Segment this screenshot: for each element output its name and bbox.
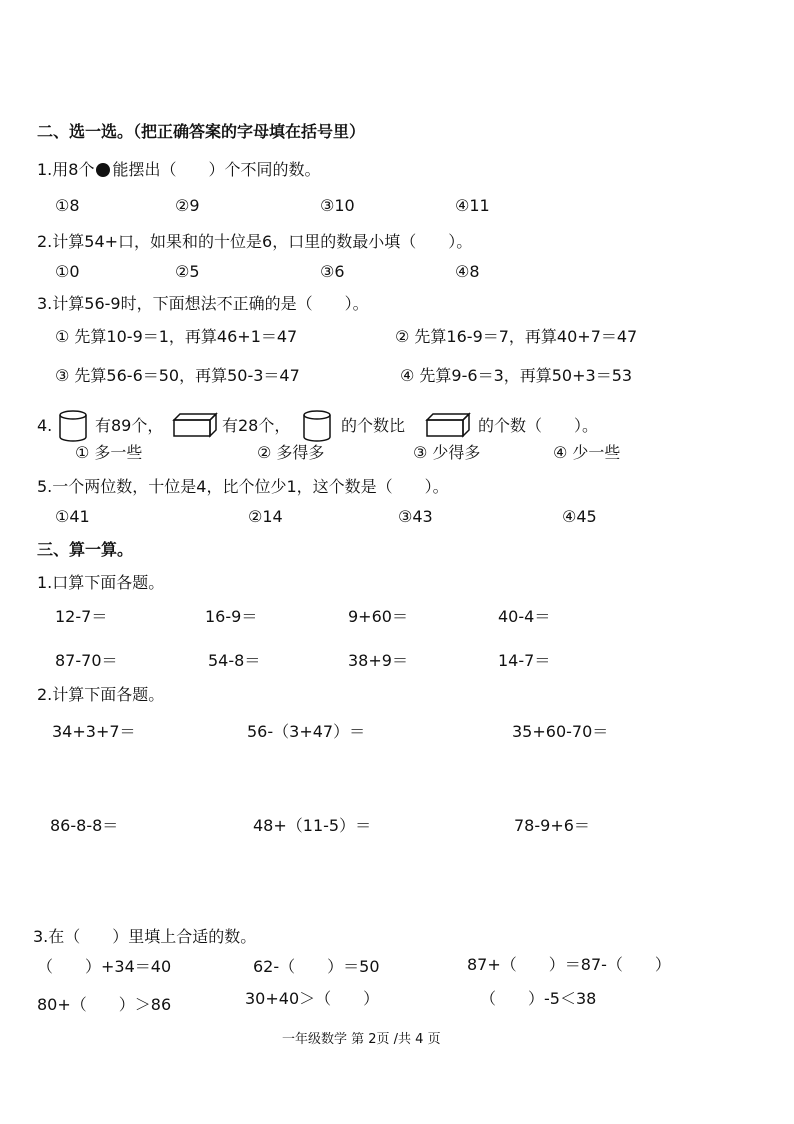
q5-option-3: ③43: [398, 507, 433, 526]
oral-problem: 12-7＝: [55, 607, 108, 626]
oral-problem: 9+60＝: [348, 607, 408, 626]
q1-option-4: ④11: [455, 196, 490, 215]
q2-option-1: ①0: [55, 262, 80, 281]
part-2-title: 2.计算下面各题。: [37, 685, 165, 704]
calc-problem: 35+60-70＝: [512, 722, 609, 741]
page-footer: 一年级数学 第 2页 /共 4 页: [282, 1032, 441, 1047]
fill-blank-problem: （ ）-5＜38: [480, 989, 597, 1008]
q1-option-2: ②9: [175, 196, 200, 215]
question-1-prefix: 1.用8个: [37, 160, 95, 179]
oral-problem: 54-8＝: [208, 651, 261, 670]
cylinder-icon: [302, 410, 332, 442]
oral-problem: 40-4＝: [498, 607, 551, 626]
q1-option-3: ③10: [320, 196, 355, 215]
oral-problem: 87-70＝: [55, 651, 118, 670]
fill-blank-problem: 80+（ ）＞86: [37, 995, 172, 1014]
q5-option-2: ②14: [248, 507, 283, 526]
q2-option-2: ②5: [175, 262, 200, 281]
cylinder-icon: [58, 410, 88, 442]
q4-option-2: ② 多得多: [257, 443, 325, 462]
question-4-part-2: 有28个，: [222, 416, 291, 435]
q3-option-4: ④ 先算9-6＝3，再算50+3＝53: [400, 366, 633, 385]
fill-blank-problem: 62-（ ）＝50: [253, 957, 380, 976]
part-3-title: 3.在（ ）里填上合适的数。: [33, 927, 257, 946]
part-1-title: 1.口算下面各题。: [37, 573, 165, 592]
q3-option-2: ② 先算16-9＝7，再算40+7＝47: [395, 327, 638, 346]
fill-blank-problem: 30+40＞（ ）: [245, 989, 380, 1008]
question-4-part-3: 的个数比: [341, 416, 406, 435]
q1-option-1: ①8: [55, 196, 80, 215]
section-3-heading: 三、算一算。: [37, 540, 134, 559]
fill-blank-problem: （ ）+34＝40: [37, 957, 172, 976]
oral-problem: 16-9＝: [205, 607, 258, 626]
question-4-part-4: 的个数（ ）。: [478, 416, 599, 435]
q3-option-1: ① 先算10-9＝1，再算46+1＝47: [55, 327, 298, 346]
question-5: 5.一个两位数，十位是4，比个位少1，这个数是（ ）。: [37, 477, 449, 496]
question-1-suffix: 能摆出（ ）个不同的数。: [112, 160, 321, 179]
q2-option-4: ④8: [455, 262, 480, 281]
oral-problem: 38+9＝: [348, 651, 408, 670]
calc-problem: 56-（3+47）＝: [247, 722, 366, 741]
question-4-part-1: 有89个，: [95, 416, 164, 435]
q4-option-3: ③ 少得多: [413, 443, 481, 462]
q5-option-4: ④45: [562, 507, 597, 526]
cuboid-icon: [172, 412, 218, 438]
black-dot-icon: [96, 163, 110, 177]
q4-option-4: ④ 少一些: [553, 443, 621, 462]
question-2: 2.计算54+口，如果和的十位是6，口里的数最小填（ ）。: [37, 232, 473, 251]
fill-blank-problem: 87+（ ）＝87-（ ）: [467, 955, 671, 974]
question-3: 3.计算56-9时，下面想法不正确的是（ ）。: [37, 294, 369, 313]
q4-option-1: ① 多一些: [75, 443, 143, 462]
question-1: [37, 160, 320, 180]
calc-problem: 78-9+6＝: [514, 816, 590, 835]
q2-option-3: ③6: [320, 262, 345, 281]
calc-problem: 34+3+7＝: [52, 722, 136, 741]
q3-option-3: ③ 先算56-6＝50，再算50-3＝47: [55, 366, 300, 385]
cuboid-icon: [425, 412, 471, 438]
oral-problem: 14-7＝: [498, 651, 551, 670]
q5-option-1: ①41: [55, 507, 90, 526]
calc-problem: 48+（11-5）＝: [253, 816, 372, 835]
question-4-number: 4.: [37, 416, 53, 435]
calc-problem: 86-8-8＝: [50, 816, 119, 835]
section-2-heading: 二、选一选。（把正确答案的字母填在括号里）: [37, 122, 366, 141]
